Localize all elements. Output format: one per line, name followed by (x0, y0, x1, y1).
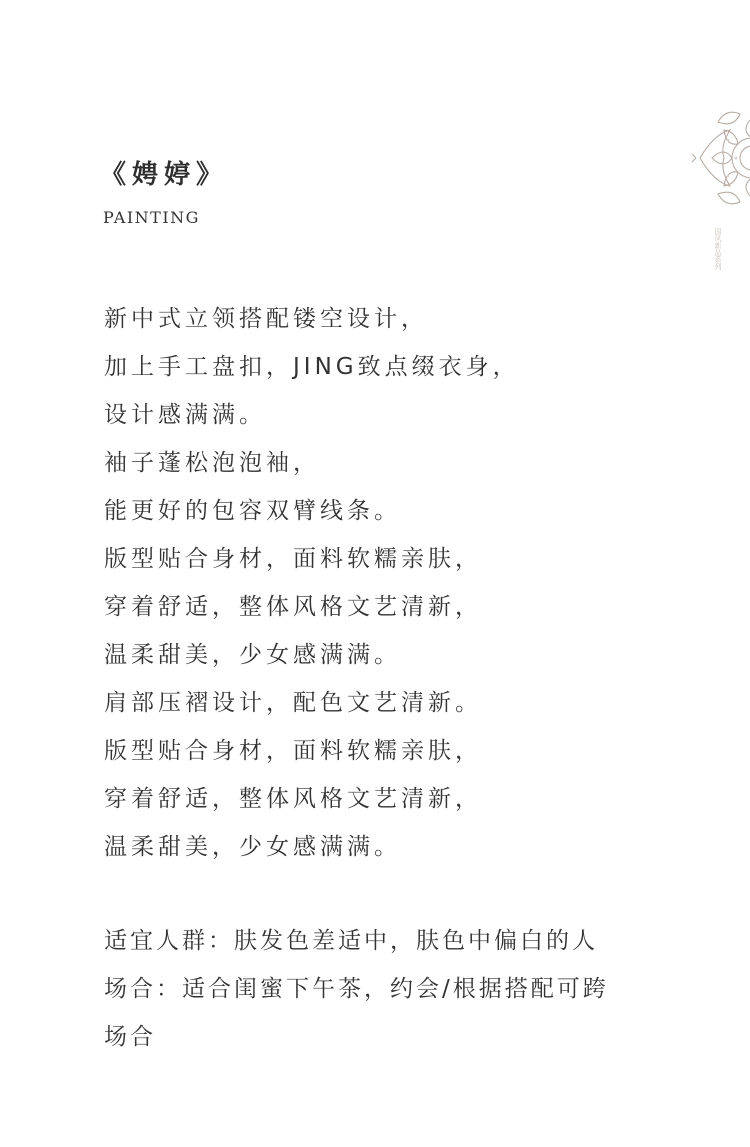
mandala-flower-icon (690, 100, 750, 280)
occasion-line: 场合：适合闺蜜下午茶，约会/根据搭配可跨 (104, 976, 609, 1002)
info-block (104, 921, 664, 1065)
description-line: 能更好的包容双臂线条。 (104, 498, 401, 524)
product-title: 《娉婷》 (100, 160, 229, 190)
occasion-line-continued: 场合 (104, 1024, 156, 1050)
suitable-people-line: 适宜人群：肤发色差适中，肤色中偏白的人 (104, 928, 598, 954)
description-block (104, 299, 664, 875)
description-line: 穿着舒适，整体风格文艺清新， (104, 786, 482, 812)
description-line: 设计感满满。 (104, 402, 266, 428)
description-line: 版型贴合身材，面料软糯亲肤， (104, 546, 482, 572)
description-line: 袖子蓬松泡泡袖， (104, 450, 320, 476)
description-line: 肩部压褶设计，配色文艺清新。 (104, 690, 482, 716)
description-line: 温柔甜美，少女感满满。 (104, 834, 401, 860)
description-line: 新中式立领搭配镂空设计， (104, 306, 428, 332)
ornament-caption: 国风新品系列 (714, 228, 722, 270)
description-line: 版型贴合身材，面料软糯亲肤， (104, 738, 482, 764)
description-line: 温柔甜美，少女感满满。 (104, 642, 401, 668)
description-line: 穿着舒适，整体风格文艺清新， (104, 594, 482, 620)
description-line: 加上手工盘扣，JING致点缀衣身， (104, 354, 520, 380)
product-subtitle: PAINTING (103, 208, 200, 227)
